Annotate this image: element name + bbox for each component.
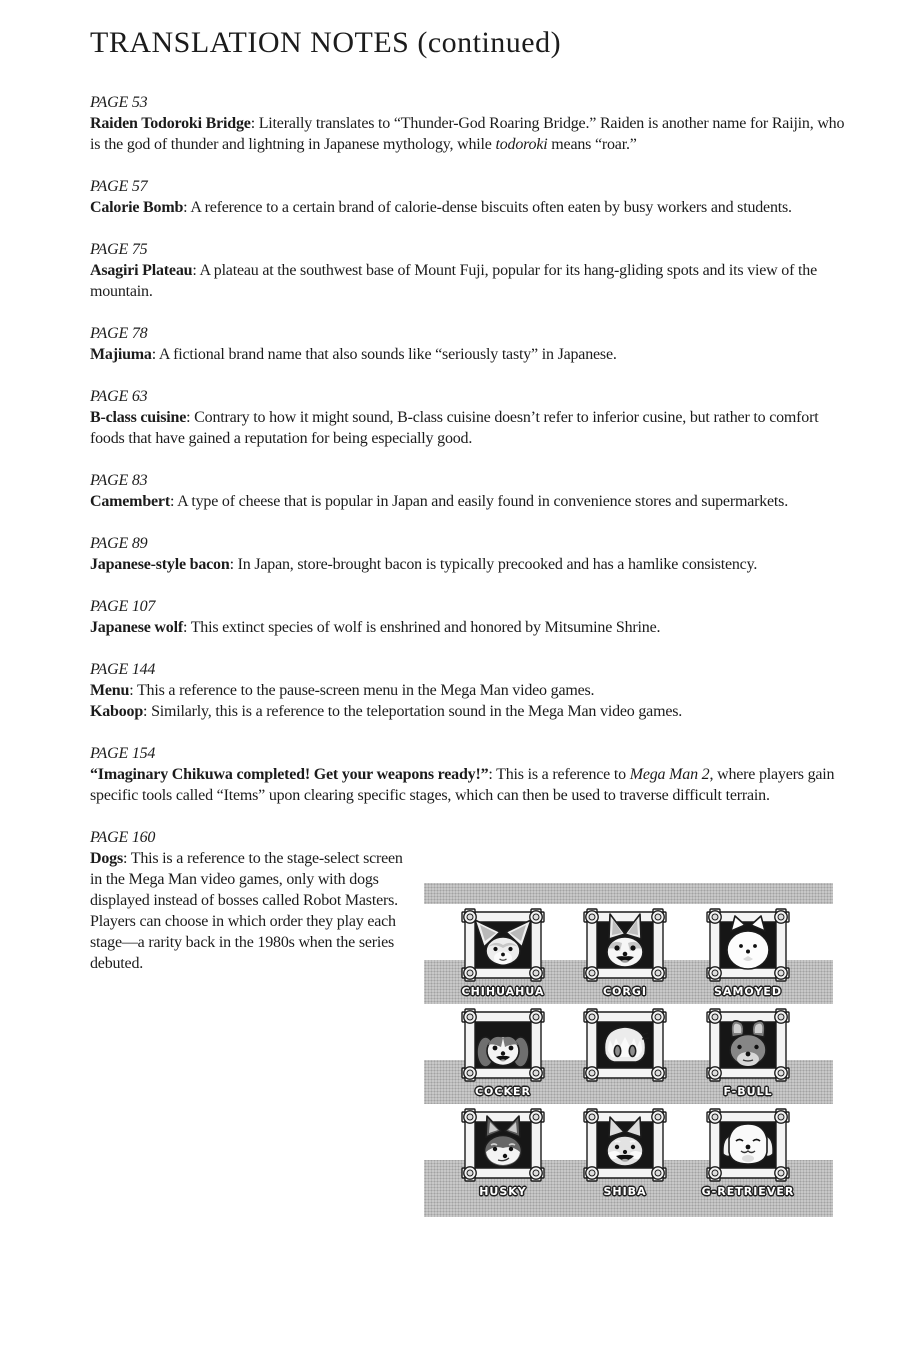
- note-term: Japanese wolf: [90, 619, 183, 636]
- samoyed-portrait: [705, 907, 791, 983]
- note-term: Menu: [90, 682, 130, 699]
- note-body: , where players gain specific tools called “Items” upon clearing specific stages, which can then be used to traverse difficult terrain.: [90, 766, 835, 804]
- note-page-160: [90, 827, 856, 1219]
- note-page-heading: PAGE 83: [90, 472, 148, 489]
- chihuahua-portrait: [460, 907, 546, 983]
- cocker-portrait: [460, 1007, 546, 1083]
- note-text: [90, 617, 856, 638]
- stage-cell-label: HUSKY: [479, 1185, 527, 1198]
- stage-cell-samoyed: [705, 907, 791, 998]
- note-body: : A type of cheese that is popular in Japan and easily found in convenience stores and supermarkets.: [169, 493, 788, 510]
- note-page-154: [90, 743, 856, 806]
- note-page-heading: PAGE 89: [90, 535, 148, 552]
- stage-cell-fbull: [705, 1007, 791, 1098]
- note-term: Japanese-style bacon: [90, 556, 230, 573]
- stage-cell-girl: [582, 1007, 668, 1083]
- note-page-heading: PAGE 63: [90, 388, 148, 405]
- note-body: : This is a reference to: [488, 766, 630, 783]
- stage-cell-corgi: [582, 907, 668, 998]
- note-page-heading: PAGE 75: [90, 241, 148, 258]
- stage-cell-gretriever: [701, 1107, 795, 1198]
- note-text: [90, 407, 856, 449]
- note-page-heading: PAGE 53: [90, 94, 148, 111]
- girl-portrait: [582, 1007, 668, 1083]
- note-term: Kaboop: [90, 703, 144, 720]
- stage-cell-chihuahua: [460, 907, 546, 998]
- note-page-heading: PAGE 160: [90, 829, 156, 846]
- note-term: B-class cuisine: [90, 409, 187, 426]
- note-term: Majiuma: [90, 346, 152, 363]
- corgi-portrait: [582, 907, 668, 983]
- note-page-heading: PAGE 57: [90, 178, 148, 195]
- note-text: [90, 344, 856, 365]
- note-body: : This is a reference to the stage-select screen in the Mega Man video games, only with dogs displayed instead of bosses called Robot Masters. Players can choose in which order they play each stage—a rarity back in the 1980s when the series debuted.: [90, 850, 403, 972]
- note-body: : A plateau at the southwest base of Mount Fuji, popular for its hang-gliding spots and its view of the mountain.: [90, 262, 817, 300]
- stage-cell-label: CHIHUAHUA: [461, 985, 545, 998]
- note-body: : In Japan, store-brought bacon is typically precooked and has a hamlike consistency.: [229, 556, 758, 573]
- note-text: [90, 680, 856, 701]
- fbull-portrait: [705, 1007, 791, 1083]
- note-page-63: [90, 386, 856, 449]
- note-body: : Literally translates to “Thunder-God Roaring Bridge.” Raiden is another name for Raijin, who is the god of thunder and lightning in Japanese mythology, while: [90, 115, 845, 153]
- stage-cell-label: F-BULL: [723, 1085, 773, 1098]
- note-page-heading: PAGE 144: [90, 661, 156, 678]
- note-term: Camembert: [90, 493, 170, 510]
- note-italic: Mega Man 2: [629, 766, 710, 783]
- stage-cell-cocker: [460, 1007, 546, 1098]
- note-page-83: [90, 470, 856, 512]
- note-text: [90, 260, 856, 302]
- stage-select-illustration: [424, 883, 833, 1217]
- note-page-107: [90, 596, 856, 638]
- note-page-53: [90, 92, 856, 155]
- note-text: [90, 113, 856, 155]
- gretriever-portrait: [705, 1107, 791, 1183]
- note-body: : This extinct species of wolf is enshrined and honored by Mitsumine Shrine.: [182, 619, 661, 636]
- note-body: : A fictional brand name that also sounds like “seriously tasty” in Japanese.: [151, 346, 617, 363]
- note-body: : A reference to a certain brand of calorie-dense biscuits often eaten by busy workers and students.: [183, 199, 792, 216]
- stage-cell-husky: [460, 1107, 546, 1198]
- stage-cell-shiba: [582, 1107, 668, 1198]
- note-body: means “roar.”: [547, 136, 637, 153]
- note-page-78: [90, 323, 856, 365]
- note-body: : Similarly, this is a reference to the teleportation sound in the Mega Man video games.: [143, 703, 683, 720]
- note-text: [90, 701, 856, 722]
- stage-cell-label: SAMOYED: [714, 985, 782, 998]
- note-italic: todoroki: [495, 136, 548, 153]
- note-term: Calorie Bomb: [90, 199, 184, 216]
- note-text: [90, 197, 856, 218]
- note-text: [90, 554, 856, 575]
- stage-cell-label: SHIBA: [603, 1185, 647, 1198]
- husky-portrait: [460, 1107, 546, 1183]
- note-page-144: [90, 659, 856, 722]
- note-page-75: [90, 239, 856, 302]
- stage-cell-label: CORGI: [602, 985, 647, 998]
- note-body: : Contrary to how it might sound, B-class cuisine doesn’t refer to inferior cusine, but rather to comfort foods that have gained a reputation for being especially good.: [90, 409, 819, 447]
- note-term: “Imaginary Chikuwa completed! Get your weapons ready!”: [90, 766, 489, 783]
- note-term: Raiden Todoroki Bridge: [90, 115, 251, 132]
- shiba-portrait: [582, 1107, 668, 1183]
- note-body: : This a reference to the pause-screen menu in the Mega Man video games.: [129, 682, 595, 699]
- stage-cell-label: COCKER: [474, 1085, 531, 1098]
- note-text: [90, 848, 412, 974]
- note-term: Asagiri Plateau: [90, 262, 193, 279]
- note-term: Dogs: [90, 850, 123, 867]
- page-title: TRANSLATION NOTES (continued): [90, 26, 562, 59]
- note-page-heading: PAGE 107: [90, 598, 156, 615]
- stage-cell-label: G-RETRIEVER: [701, 1185, 795, 1198]
- note-text: [90, 764, 856, 806]
- note-page-57: [90, 176, 856, 218]
- notes-list: [90, 92, 856, 1219]
- note-page-89: [90, 533, 856, 575]
- note-text: [90, 491, 856, 512]
- note-page-heading: PAGE 154: [90, 745, 156, 762]
- note-page-heading: PAGE 78: [90, 325, 148, 342]
